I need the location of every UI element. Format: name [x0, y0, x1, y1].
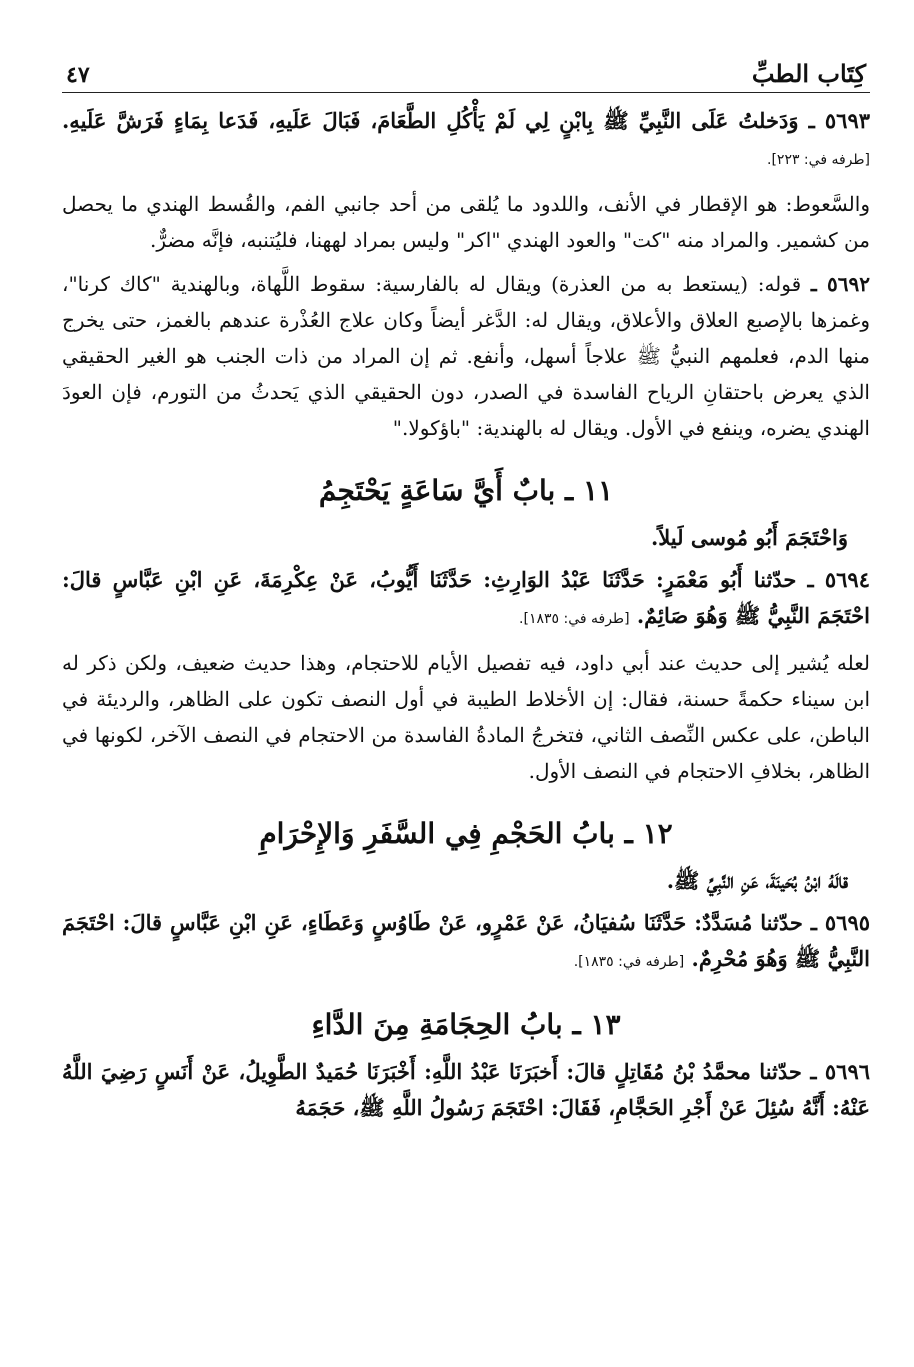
hadith-number: ٥٦٩٦ ـ	[810, 1059, 871, 1084]
commentary-sa-ut	[62, 186, 870, 258]
commentary-5692	[62, 266, 870, 446]
hadith-5694	[62, 562, 870, 637]
commentary-text: والسَّعوط: هو الإقطار في الأنف، واللدود ما يُلقى من أحد جانبي الفم، والقُسط الهندي ما يحصل من كشمير. والمراد منه "كت" والعود الهندي "اكر" وليس بمراد لههنا، فليُتنبه، فإنَّه مضرٌّ.	[62, 192, 870, 252]
cross-reference: [طرفه في: ١٨٣٥].	[573, 954, 685, 970]
chapter-note-11: وَاحْتَجَمَ أَبُو مُوسى لَيلاً.	[650, 525, 848, 550]
running-header	[62, 48, 870, 93]
commentary-number: ٥٦٩٢ ـ	[810, 272, 870, 296]
chapter-heading-12: ١٢ ـ بابُ الحَجْمِ فِي السَّفَرِ وَالإِحْرَامِ	[259, 817, 673, 850]
chapter-heading-11: ١١ ـ بابٌ أَيَّ سَاعَةٍ يَحْتَجِمُ	[318, 474, 614, 507]
hadith-number: ٥٦٩٣ ـ	[808, 108, 871, 133]
commentary-5694	[62, 645, 870, 789]
hadith-text: وَدَخلتُ عَلَى النَّبِيِّ ﷺ بِابْنٍ لِي لَمْ يَأْكُلِ الطَّعَامَ، فَبَالَ عَلَيهِ، فَدَعا بِمَاءٍ فَرَشَّ عَلَيهِ.	[62, 108, 799, 133]
cross-reference: [طرفه في: ١٨٣٥].	[519, 611, 630, 627]
hadith-5696	[62, 1054, 870, 1126]
cross-reference: [طرفه في: ٢٢٣].	[767, 152, 870, 168]
hadith-text: حدّثنا أَبُو مَعْمَرٍ: حَدَّثَنَا عَبْدُ الوَارِثِ: حَدَّثَنَا أَيُّوبُ، عَنْ عِكْرِمَةَ، عَنِ ابْنِ عَبَّاسٍ قالَ: احْتَجَمَ النَّبِيُّ ﷺ وَهُوَ صَائِمٌ.	[62, 567, 870, 628]
book-title: كِتَاب الطبِّ	[751, 59, 866, 88]
chapter-note-12: قالَهُ ابْنُ بُحَينَةَ، عَنِ النَّبِيِّ ﷺ.	[666, 868, 848, 893]
hadith-text: حدّثنا محمَّدُ بْنُ مُقَاتِلٍ قالَ: أَخبَرَنَا عَبْدُ اللَّهِ: أَخْبَرَنَا حُمَيدٌ الطَّوِيلُ، عَنْ أَنَسٍ رَضِيَ اللَّهُ عَنْهُ: أَنَّهُ سُئِلَ عَنْ أَجْرِ الحَجَّامِ، فَقَالَ: احْتَجَمَ رَسُولُ اللَّهِ ﷺ، حَجَمَهُ	[62, 1059, 870, 1120]
page	[62, 48, 870, 1348]
hadith-number: ٥٦٩٥ ـ	[810, 910, 871, 935]
page-number: ٤٧	[66, 62, 90, 88]
hadith-5693	[62, 103, 870, 178]
chapter-heading-13: ١٣ ـ بابُ الحِجَامَةِ مِنَ الدَّاءِ	[311, 1008, 621, 1041]
commentary-text: قوله: (يستعط به من العذرة) ويقال له بالفارسية: سقوط اللَّهاة، وبالهندية "كاك كرنا"، وغمزها بالإصبع العلاق والأعلاق، ويقال له: الدَّغر أيضاً وكان علاج العُذْرة عندهم بالغمز، حتى يخرج منها الدم، فعلمهم النبيُّ ﷺ علاجاً أسهل، وأنفع. ثم إن المراد من ذات الجنب هو الغير الحقيقي الذي يعرض باحتقانِ الرياح الفاسدة في الصدر، دون الحقيقي الذي يَحدثُ من التورم، فإن العودَ الهندي يضره، وينفع في الأول. ويقال له بالهندية: "باؤكولا."	[62, 272, 870, 440]
hadith-number: ٥٦٩٤ ـ	[807, 567, 870, 592]
commentary-text: لعله يُشير إلى حديث عند أبي داود، فيه تفصيل الأيام للاحتجام، وهذا حديث ضعيف، ولكن ذكر له ابن سيناء حكمةً حسنة، فقال: إن الأخلاط الطيبة في أول النصف تكون على الظاهر، والرديئة في الباطن، على عكس النِّصف الثاني، فتخرجُ المادةُ الفاسدة من الاحتجام في النصف الآخر، لكونها في الظاهر، بخلافِ الاحتجام في النصف الأول.	[62, 651, 870, 783]
hadith-5695	[62, 905, 870, 980]
hadith-text: حدّثنا مُسَدَّدٌ: حَدَّثَنَا سُفيَانُ، عَنْ عَمْرٍو، عَنْ طَاوُسٍ وَعَطَاءٍ، عَنِ ابْنِ عَبَّاسٍ قالَ: احْتَجَمَ النَّبِيُّ ﷺ وَهُوَ مُحْرِمٌ.	[62, 910, 870, 971]
